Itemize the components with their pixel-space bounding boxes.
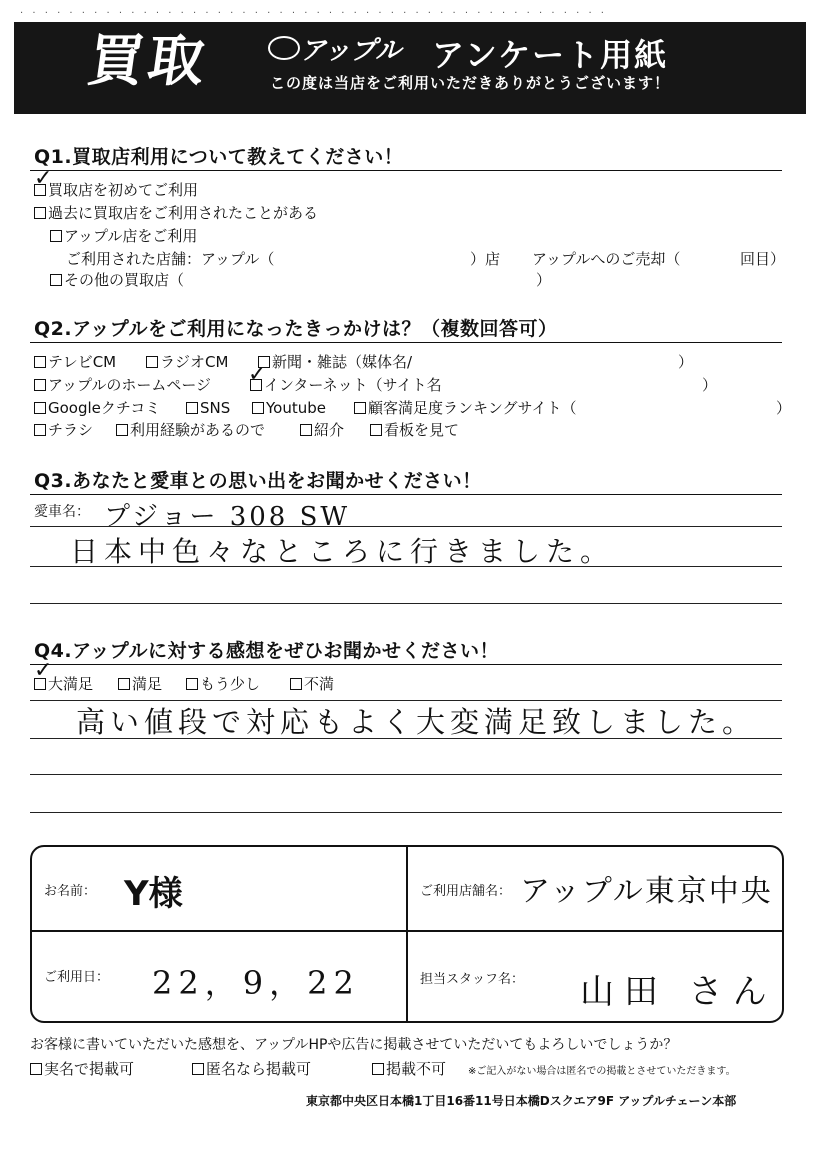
checkbox-icon — [250, 379, 262, 391]
footer-no-label: 掲載不可 — [386, 1060, 447, 1078]
q4-option-satisfied[interactable] — [118, 674, 162, 694]
checkbox-icon — [34, 424, 46, 436]
footer-real-label: 実名で掲載可 — [44, 1060, 135, 1078]
q2-flyer-label: チラシ — [48, 421, 94, 439]
q2-option-internet[interactable] — [250, 375, 442, 395]
q1-rule — [30, 170, 782, 171]
header-kaitori: 買取 — [83, 29, 213, 94]
checkbox-icon — [34, 678, 46, 690]
q2-rule — [30, 342, 782, 343]
checkbox-icon — [300, 424, 312, 436]
checkbox-icon — [192, 1063, 204, 1075]
q4-rule — [30, 664, 782, 665]
checkbox-icon — [34, 184, 46, 196]
footer-option-anon[interactable] — [192, 1058, 311, 1079]
q2-option-radio[interactable] — [146, 352, 228, 372]
q1-store-suffix: ）店 — [470, 250, 501, 268]
checkbox-icon — [34, 356, 46, 368]
q3-line-3 — [30, 603, 782, 604]
footer-question: お客様に書いていただいた感想を、アップルHPや広告に掲載させていただいてもよろしいでしょうか？ — [30, 1037, 678, 1053]
q1-other-suffix: ） — [536, 271, 552, 289]
staff-label: 担当スタッフ名： — [420, 972, 525, 987]
q2-internet-close: ） — [702, 376, 718, 394]
q2-sign-label: 看板を見て — [384, 421, 460, 439]
q4-comment[interactable]: 高い値段で対応もよく大変満足致しました。 — [76, 705, 757, 739]
q4-almost-label: もう少し — [200, 675, 261, 693]
q2-news-close: ） — [678, 353, 694, 371]
q2-ranking-label: 顧客満足度ランキングサイト（ — [368, 399, 577, 417]
q2-tv-label: テレビCM — [48, 353, 117, 371]
q1-option-apple-label: アップル店をご利用 — [64, 227, 198, 245]
store-value[interactable]: アップル東京中央 — [520, 874, 773, 909]
checkbox-icon — [146, 356, 158, 368]
q1-sale-prefix: アップルへのご売却（ — [532, 250, 681, 268]
q2-option-news[interactable] — [258, 352, 412, 372]
footer-option-no[interactable] — [372, 1058, 446, 1079]
q4-title: Q4.アップルに対する感想をぜひお聞かせください！ — [34, 640, 500, 662]
q2-google-label: Googleクチコミ — [48, 399, 161, 417]
q2-option-homepage[interactable] — [34, 375, 211, 395]
checkbox-icon — [372, 1063, 384, 1075]
checkbox-icon — [118, 678, 130, 690]
q2-option-ranking[interactable] — [354, 398, 577, 418]
name-value[interactable]: Y様 — [124, 874, 183, 914]
name-label: お名前： — [44, 884, 97, 899]
q1-option-first[interactable] — [34, 180, 198, 200]
q3-memory[interactable]: 日本中色々なところに行きました。 — [70, 535, 615, 568]
box-horizontal-divider — [30, 930, 782, 932]
q2-option-intro[interactable] — [300, 420, 344, 440]
q1-sale-suffix: 回目） — [740, 250, 786, 268]
q1-store-prefix: ご利用された店舗：アップル（ — [66, 250, 275, 268]
checkbox-icon — [50, 274, 62, 286]
checkbox-icon — [186, 678, 198, 690]
q3-car-label: 愛車名： — [34, 504, 90, 520]
q2-radio-label: ラジオCM — [160, 353, 229, 371]
q2-youtube-label: Youtube — [266, 399, 326, 417]
staff-value[interactable]: 山田 さん — [580, 972, 777, 1012]
date-label: ご利用日： — [44, 970, 110, 985]
q4-option-very[interactable] — [34, 674, 93, 694]
checkbox-icon — [34, 207, 46, 219]
q4-very-label: 大満足 — [48, 675, 94, 693]
q4-option-almost[interactable] — [186, 674, 260, 694]
q2-option-google[interactable] — [34, 398, 160, 418]
q4-line-4 — [30, 812, 782, 813]
q1-title: Q1.買取店利用について教えてください！ — [34, 146, 404, 168]
header-subtitle: この度は当店をご利用いただきありがとうございます！ — [270, 74, 671, 92]
q4-line-3 — [30, 774, 782, 775]
q2-news-label: 新聞・雑誌（媒体名/ — [272, 353, 413, 371]
q2-title: Q2.アップルをご利用になったきっかけは？（複数回答可） — [34, 318, 558, 340]
q2-experience-label: 利用経験があるので — [130, 421, 266, 439]
q2-internet-label: インターネット（サイト名 — [264, 376, 442, 394]
scan-noise: · · · · · · · · · · · · · · · · · · · · · · · · · · · · · · · · · · · · · · · · · · · · · · · · — [20, 8, 607, 19]
q2-option-experience[interactable] — [116, 420, 265, 440]
q2-sns-label: SNS — [200, 399, 231, 417]
footer-address: 東京都中央区日本橋1丁目16番11号日本橋Dスクエア9F アップルチェーン本部 — [306, 1094, 737, 1108]
checkbox-icon — [34, 402, 46, 414]
footer-note: ※ご記入がない場合は匿名での掲載とさせていただきます。 — [468, 1066, 736, 1077]
q2-option-youtube[interactable] — [252, 398, 326, 418]
q2-option-sign[interactable] — [370, 420, 459, 440]
q1-option-first-label: 買取店を初めてご利用 — [48, 181, 199, 199]
q3-car-value[interactable]: プジョー 308 SW — [104, 502, 351, 532]
checkbox-icon — [50, 230, 62, 242]
date-value[interactable]: 22，9，22 — [152, 964, 360, 1002]
apple-logo-icon — [268, 36, 300, 60]
checkbox-icon — [116, 424, 128, 436]
q3-line-2 — [30, 566, 782, 567]
q2-option-flyer[interactable] — [34, 420, 93, 440]
q4-satisfied-label: 満足 — [132, 675, 163, 693]
q3-title: Q3.あなたと愛車との思い出をお聞かせください！ — [34, 470, 482, 492]
checkbox-icon — [370, 424, 382, 436]
footer-anon-label: 匿名なら掲載可 — [206, 1060, 312, 1078]
header-logo: アップル — [300, 36, 402, 66]
footer-option-real[interactable] — [30, 1058, 134, 1079]
q1-option-past[interactable] — [34, 203, 318, 223]
q3-rule — [30, 494, 782, 495]
q2-homepage-label: アップルのホームページ — [48, 376, 212, 394]
q4-unsatisfied-label: 不満 — [304, 675, 335, 693]
q4-line-2 — [30, 738, 782, 739]
checkbox-icon — [354, 402, 366, 414]
q1-option-past-label: 過去に買取店をご利用されたことがある — [48, 204, 319, 222]
q2-ranking-close: ） — [776, 399, 792, 417]
q4-option-unsatisfied[interactable] — [290, 674, 334, 694]
q3-line-1 — [30, 526, 782, 527]
checkbox-icon — [186, 402, 198, 414]
checkbox-icon — [252, 402, 264, 414]
checkbox-icon — [30, 1063, 42, 1075]
q1-option-other[interactable] — [50, 270, 184, 290]
q2-option-sns[interactable] — [186, 398, 230, 418]
q2-option-tv[interactable] — [34, 352, 116, 372]
header-title: アンケート用紙 — [432, 36, 669, 74]
q1-option-apple[interactable] — [50, 226, 197, 246]
checkbox-icon — [290, 678, 302, 690]
q1-option-other-label: その他の買取店（ — [64, 271, 185, 289]
box-vertical-divider — [406, 845, 408, 1021]
check-mark-icon: ✓ — [34, 166, 53, 191]
q2-intro-label: 紹介 — [314, 421, 345, 439]
check-mark-icon: ✓ — [248, 362, 267, 387]
checkbox-icon — [34, 379, 46, 391]
store-label: ご利用店舗名： — [420, 884, 512, 899]
check-mark-icon: ✓ — [34, 658, 53, 683]
